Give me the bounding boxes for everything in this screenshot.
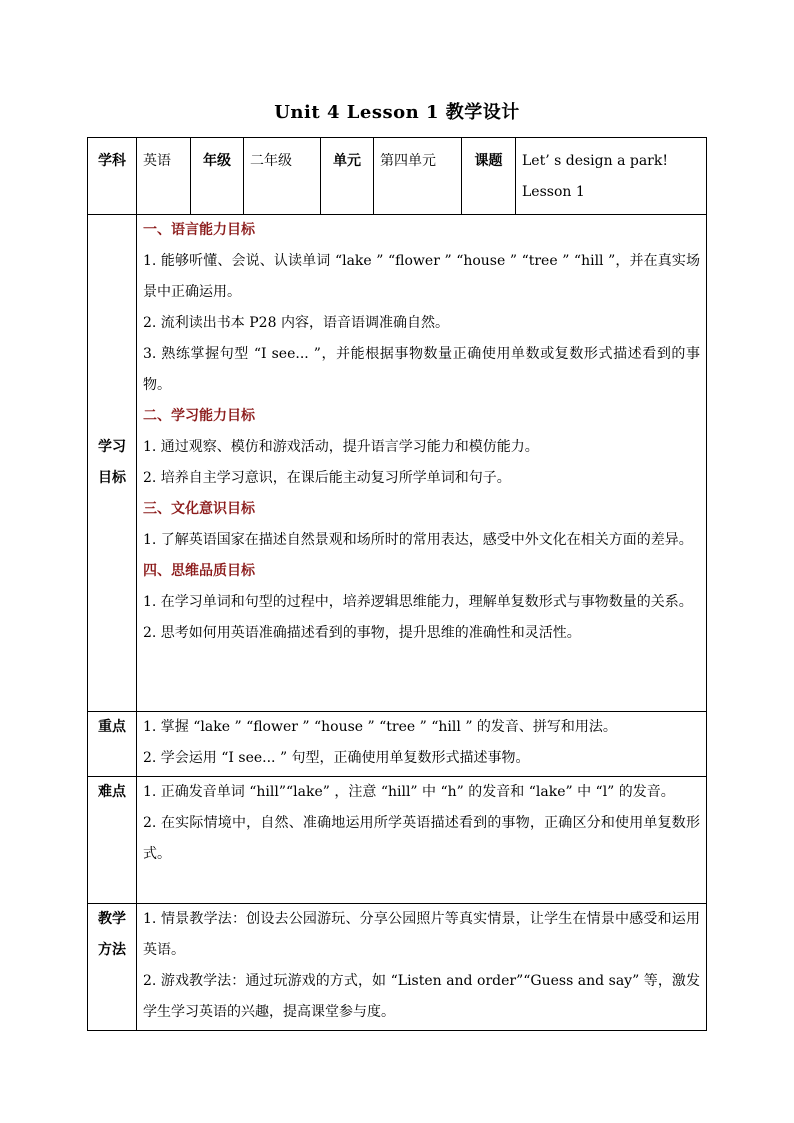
grade-label: 年级 bbox=[191, 138, 244, 215]
section-culture-title: 三、文化意识目标 bbox=[143, 501, 255, 517]
objective-item: 1. 在学习单词和句型的过程中，培养逻辑思维能力，理解单复数形式与事物数量的关系。 bbox=[143, 594, 693, 610]
objective-item: 2. 流利读出书本 P28 内容，语音语调准确自然。 bbox=[143, 315, 449, 331]
difficulties-content bbox=[137, 777, 707, 904]
methods-content bbox=[137, 904, 707, 1031]
objective-item: 1. 了解英语国家在描述自然景观和场所时的常用表达，感受中外文化在相关方面的差异。 bbox=[143, 532, 693, 548]
lesson-plan-table bbox=[87, 137, 707, 1031]
key-point-item: 2. 学会运用 “I see... ” 句型，正确使用单复数形式描述事物。 bbox=[143, 750, 530, 766]
unit-label: 单元 bbox=[321, 138, 374, 215]
topic-line-1: Let’ s design a park! bbox=[522, 153, 668, 169]
key-points-row bbox=[88, 712, 707, 777]
grade-value: 二年级 bbox=[244, 138, 321, 215]
objective-item: 2. 培养自主学习意识，在课后能主动复习所学单词和句子。 bbox=[143, 470, 511, 486]
subject-value: 英语 bbox=[137, 138, 191, 215]
objective-item: 3. 熟练掌握句型 “I see... ”，并能根据事物数量正确使用单数或复数形式描述看到的事物。 bbox=[143, 346, 700, 393]
section-language-title: 一、语言能力目标 bbox=[143, 222, 255, 238]
objective-item: 1. 能够听懂、会说、认读单词 “lake ” “flower ” “house ” “tree ” “hill ”，并在真实场景中正确运用。 bbox=[143, 253, 700, 300]
difficulties-row bbox=[88, 777, 707, 904]
method-item: 1. 情景教学法：创设去公园游玩、分享公园照片等真实情景，让学生在情景中感受和运用英语。 bbox=[143, 911, 700, 958]
methods-label: 教学 方法 bbox=[88, 904, 137, 1031]
unit-value: 第四单元 bbox=[374, 138, 462, 215]
topic-line-2: Lesson 1 bbox=[522, 184, 585, 200]
difficulty-item: 2. 在实际情境中，自然、准确地运用所学英语描述看到的事物，正确区分和使用单复数形式。 bbox=[143, 815, 700, 862]
key-point-item: 1. 掌握 “lake ” “flower ” “house ” “tree ” “hill ” 的发音、拼写和用法。 bbox=[143, 719, 617, 735]
method-item: 2. 游戏教学法：通过玩游戏的方式，如 “Listen and order”“Guess and say” 等，激发学生学习英语的兴趣，提高课堂参与度。 bbox=[143, 973, 700, 1020]
methods-row bbox=[88, 904, 707, 1031]
topic-value bbox=[516, 138, 707, 215]
header-row bbox=[88, 138, 707, 215]
difficulty-item: 1. 正确发音单词 “hill”“lake” ，注意 “hill” 中 “h” 的发音和 “lake” 中 “l” 的发音。 bbox=[143, 784, 675, 800]
objectives-content bbox=[137, 215, 707, 712]
objectives-label: 学习 目标 bbox=[88, 215, 137, 712]
objective-item: 1. 通过观察、模仿和游戏活动，提升语言学习能力和模仿能力。 bbox=[143, 439, 539, 455]
objective-item: 2. 思考如何用英语准确描述看到的事物，提升思维的准确性和灵活性。 bbox=[143, 625, 581, 641]
topic-label: 课题 bbox=[462, 138, 516, 215]
subject-label: 学科 bbox=[88, 138, 137, 215]
key-points-content bbox=[137, 712, 707, 777]
key-points-label: 重点 bbox=[88, 712, 137, 777]
objectives-row bbox=[88, 215, 707, 712]
page-title: Unit 4 Lesson 1 教学设计 bbox=[274, 102, 520, 123]
section-thinking-title: 四、思维品质目标 bbox=[143, 563, 255, 579]
section-learning-title: 二、学习能力目标 bbox=[143, 408, 255, 424]
difficulties-label: 难点 bbox=[88, 777, 137, 904]
